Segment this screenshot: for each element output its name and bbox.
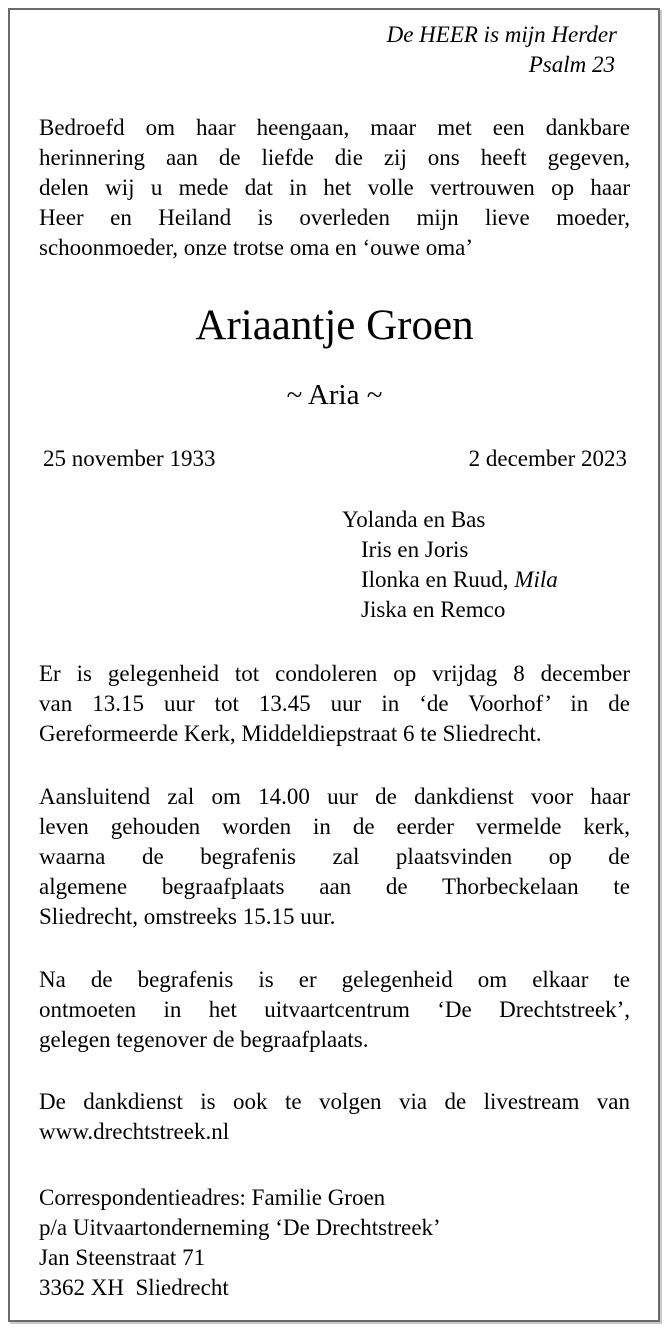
- bible-verse: [387, 20, 617, 80]
- great-grandchild-name: Mila: [514, 567, 558, 592]
- service-line: Sliedrecht, omstreeks 15.15 uur.: [39, 904, 336, 929]
- after-line: Na de begrafenis is er gelegenheid om elkaar te: [39, 967, 630, 992]
- after-line: ontmoeten in het uitvaartcentrum ‘De Drechtstreek’,: [39, 997, 630, 1022]
- livestream-url: www.drechtstreek.nl: [39, 1119, 230, 1144]
- condolences-line: Er is gelegenheid tot condoleren op vrijdag 8 december: [39, 661, 630, 686]
- verse-reference: Psalm 23: [528, 52, 615, 77]
- service-line: leven gehouden worden in de eerder vermelde kerk,: [39, 814, 630, 839]
- condolences-paragraph: [39, 659, 630, 749]
- intro-line: Bedroefd om haar heengaan, maar met een dankbare: [39, 115, 630, 140]
- death-date: 2 december 2023: [468, 446, 627, 471]
- family-member: [342, 595, 558, 625]
- intro-line: herinnering aan de liefde die zij ons heeft gegeven,: [39, 145, 630, 170]
- condolences-line: Gereformeerde Kerk, Middeldiepstraat 6 te Sliedrecht.: [39, 721, 542, 746]
- family-member: [342, 505, 558, 535]
- service-paragraph: [39, 782, 630, 932]
- address-line: Correspondentieadres: Familie Groen: [39, 1185, 386, 1210]
- address-line: p/a Uitvaartonderneming ‘De Drechtstreek’: [39, 1215, 441, 1240]
- service-line: algemene begraafplaats aan de Thorbeckelaan te: [39, 874, 630, 899]
- family-member-text: Iris en Joris: [361, 537, 469, 562]
- service-line: Aansluitend zal om 14.00 uur de dankdienst voor haar: [39, 784, 630, 809]
- correspondence-address: [39, 1183, 441, 1303]
- family-list: [342, 505, 558, 625]
- livestream-paragraph: [39, 1087, 630, 1147]
- intro-line: Heer en Heiland is overleden mijn lieve moeder,: [39, 205, 630, 230]
- address-line: 3362 XH Sliedrecht: [39, 1275, 229, 1300]
- livestream-line: De dankdienst is ook te volgen via de livestream van: [39, 1089, 630, 1114]
- birth-date: 25 november 1933: [43, 446, 216, 471]
- intro-line: schoonmoeder, onze trotse oma en ‘ouwe oma’: [39, 235, 474, 260]
- family-member-text: Jiska en Remco: [361, 597, 506, 622]
- after-line: gelegen tegenover de begraafplaats.: [39, 1027, 369, 1052]
- condolences-line: van 13.15 uur tot 13.45 uur in ‘de Voorhof’ in de: [39, 691, 630, 716]
- family-member-text: Yolanda en Bas: [342, 507, 486, 532]
- address-line: Jan Steenstraat 71: [39, 1245, 206, 1270]
- family-member-text: Ilonka en Ruud,: [361, 567, 515, 592]
- verse-text: De HEER is mijn Herder: [386, 22, 617, 47]
- intro-paragraph: [39, 113, 630, 263]
- deceased-nickname: ~ Aria ~: [286, 379, 383, 411]
- family-member: [342, 535, 558, 565]
- family-member: [342, 565, 558, 595]
- intro-line: delen wij u mede dat in het volle vertrouwen op haar: [39, 175, 630, 200]
- after-paragraph: [39, 965, 630, 1055]
- service-line: waarna de begrafenis zal plaatsvinden op de: [39, 844, 630, 869]
- deceased-name: Ariaantje Groen: [195, 302, 474, 349]
